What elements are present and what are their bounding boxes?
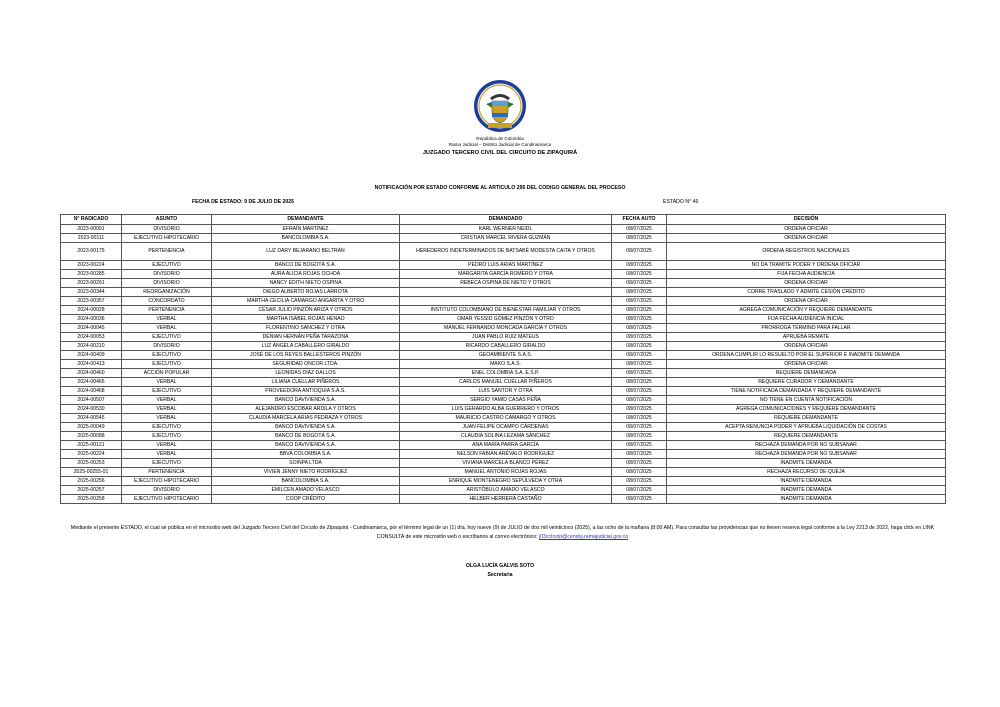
radicado-cell: 2023-00291 <box>61 279 122 288</box>
column-header: DEMANDADO <box>400 215 612 225</box>
radicado-cell: 2024-00028 <box>61 306 122 315</box>
table-row <box>61 396 946 405</box>
radicado-cell: 2024-00468 <box>61 387 122 396</box>
demandante-cell: BANCO DE BOGOTÁ S.A. <box>212 261 400 270</box>
demandado-cell: VIVIANA MARCELA BLANCO PÉREZ <box>400 459 612 468</box>
table-row <box>61 288 946 297</box>
decision-cell: NO TIENE EN CUENTA NOTIFICACIÓN <box>667 396 946 405</box>
signature-block <box>0 562 1000 580</box>
fecha-auto-cell: 08/07/2025 <box>612 270 667 279</box>
decision-cell: FIJA FECHA AUDIENCIA <box>667 270 946 279</box>
radicado-cell: 2025-00088 <box>61 432 122 441</box>
radicado-cell: 2025-00257 <box>61 486 122 495</box>
radicado-cell: 2025-00224 <box>61 450 122 459</box>
demandante-cell: LUZ DARY BEJARANO BELTRÁN <box>212 243 400 261</box>
radicado-cell: 2024-00036 <box>61 315 122 324</box>
demandado-cell: ANA MARÍA PARRA GARCÍA <box>400 441 612 450</box>
table-row <box>61 342 946 351</box>
decision-cell: ORDENA OFICIAR <box>667 342 946 351</box>
fecha-estado: FECHA DE ESTADO: 9 DE JULIO DE 2025 <box>192 199 295 205</box>
decision-cell: ORDENA OFICIAR <box>667 225 946 234</box>
fecha-auto-cell: 08/07/2025 <box>612 378 667 387</box>
radicado-cell: 2025-00258 <box>61 495 122 504</box>
decision-cell: ORDENA OFICIAR <box>667 360 946 369</box>
table-row <box>61 324 946 333</box>
demandado-cell: ARISTÓBULO AMADO VELASCO <box>400 486 612 495</box>
asunto-cell: VERBAL <box>122 324 212 333</box>
demandante-cell: DENIAN HERNÁN PEÑA TARAZONA <box>212 333 400 342</box>
republic-label: República de Colombia <box>476 136 524 141</box>
asunto-cell: PERTENENCIA <box>122 243 212 261</box>
decision-cell: NO DA TRAMITE PODER Y ORDENA OFICIAR <box>667 261 946 270</box>
demandado-cell: HELBER HERRERA CASTAÑO <box>400 495 612 504</box>
decision-cell: REQUIERE DEMANDANTE <box>667 414 946 423</box>
demandante-cell: BANCOLOMBIA S.A. <box>212 234 400 243</box>
asunto-cell: ACCIÓN POPULAR <box>122 369 212 378</box>
asunto-cell: DIVISORIO <box>122 342 212 351</box>
radicado-cell: 2025-00121 <box>61 441 122 450</box>
fecha-auto-cell: 08/07/2025 <box>612 432 667 441</box>
colombia-coat-of-arms-icon <box>472 78 528 136</box>
demandado-cell <box>400 297 612 306</box>
decision-cell: REQUIERE DEMANDADA <box>667 369 946 378</box>
asunto-cell: CONCORDATO <box>122 297 212 306</box>
demandado-cell: MANUEL FERNANDO MONCADA GARCÍA Y OTROS <box>400 324 612 333</box>
demandante-cell: BANCO DAVIVIENDA S.A. <box>212 396 400 405</box>
decision-cell: ORDENA OFICIAR <box>667 279 946 288</box>
demandante-cell: SEGURIDAD ONCOR LTDA. <box>212 360 400 369</box>
radicado-cell: 2023-00357 <box>61 297 122 306</box>
demandado-cell: JUAN FELIPE OCAMPO CÁRDENAS <box>400 423 612 432</box>
asunto-cell: DIVISORIO <box>122 225 212 234</box>
decision-cell: INADMITE DEMANDA <box>667 459 946 468</box>
demandante-cell: PROVEEDORA ANTIOQUIA S.A.S. <box>212 387 400 396</box>
table-row <box>61 414 946 423</box>
asunto-cell: DIVISORIO <box>122 486 212 495</box>
asunto-cell: EJECUTIVO HIPOTECARIO <box>122 495 212 504</box>
asunto-cell: EJECUTIVO HIPOTECARIO <box>122 477 212 486</box>
fecha-auto-cell: 08/07/2025 <box>612 486 667 495</box>
asunto-cell: EJECUTIVO <box>122 387 212 396</box>
demandado-cell: SERGIO YAMID CASAS PEÑA <box>400 396 612 405</box>
asunto-cell: VERBAL <box>122 405 212 414</box>
notification-title: NOTIFICACIÓN POR ESTADO CONFORME AL ARTICULO 295 DEL CODIGO GENERAL DEL PROCESO <box>374 185 626 191</box>
decision-cell: AGREGA COMUNICACIÓN Y REQUIERE DEMANDANTE <box>667 306 946 315</box>
table-row <box>61 270 946 279</box>
fecha-auto-cell: 08/07/2025 <box>612 342 667 351</box>
fecha-auto-cell: 08/07/2025 <box>612 234 667 243</box>
fecha-auto-cell: 08/07/2025 <box>612 495 667 504</box>
demandado-cell: KARL WERNER NEIDL <box>400 225 612 234</box>
decision-cell: RECHAZA RECURSO DE QUEJA <box>667 468 946 477</box>
demandado-cell: JUAN PABLO RUIZ MATEUS <box>400 333 612 342</box>
table-row <box>61 432 946 441</box>
demandado-cell: MAURICIO CASTRO CAMARGO Y OTROS <box>400 414 612 423</box>
asunto-cell: VERBAL <box>122 441 212 450</box>
table-row <box>61 297 946 306</box>
demandante-cell: FLORENTINO SÁNCHEZ Y OTRA <box>212 324 400 333</box>
publication-notice <box>60 524 945 542</box>
asunto-cell: EJECUTIVO <box>122 351 212 360</box>
asunto-cell: DIVISORIO <box>122 270 212 279</box>
radicado-cell: 2024-00466 <box>61 378 122 387</box>
asunto-cell: EJECUTIVO <box>122 432 212 441</box>
demandante-cell: LEONIDAS DÍAZ DALLOS <box>212 369 400 378</box>
asunto-cell: VERBAL <box>122 378 212 387</box>
fecha-auto-cell: 08/07/2025 <box>612 288 667 297</box>
demandado-cell: ENRIQUE MONTENEGRO SEPÚLVEDA Y OTRA <box>400 477 612 486</box>
radicado-cell: 2023-00285 <box>61 270 122 279</box>
fecha-auto-cell: 08/07/2025 <box>612 468 667 477</box>
radicado-cell: 2025-00049 <box>61 423 122 432</box>
table-row <box>61 387 946 396</box>
demandante-cell: JOSÉ DE LOS REYES BALLESTEROS PINZÓN <box>212 351 400 360</box>
fecha-auto-cell: 08/07/2025 <box>612 351 667 360</box>
decision-cell: ORDENA REGISTROS NACIONALES <box>667 243 946 261</box>
demandante-cell: CÉSAR JULIO PINZÓN ARIZA Y OTROS <box>212 306 400 315</box>
asunto-cell: EJECUTIVO <box>122 360 212 369</box>
demandante-cell: SOINPA LTDA <box>212 459 400 468</box>
demandante-cell: COOP CRÉDITO <box>212 495 400 504</box>
decision-cell: ORDENA CUMPLIR LO RESUELTO POR EL SUPERIOR E INADMITE DEMANDA <box>667 351 946 360</box>
demandante-cell: VIVIEN JENNY NIETO RODRÍGUEZ <box>212 468 400 477</box>
notice-text: Mediante el presente ESTADO, el cual se pública en el micrositio web del Juzgado Tercero Civil del Circuito de Zipaquirá - Cundinamarca, por el término legal de un (1) día, hoy nueve (9) de JULIO de dos mil veinticinco (2025), a las ocho de la mañana (8:00 AM). Para consultar las providencias que no tienen reserva legal conforme a la Ley 2213 de 2022, haga click en LINK CONSULTA de este micrositio web o escríbanos al correo electrónico: <box>70 525 935 540</box>
table-row <box>61 306 946 315</box>
table-row <box>61 450 946 459</box>
demandante-cell: BBVA COLOMBIA S.A. <box>212 450 400 459</box>
demandante-cell: BANCO DE BOGOTÁ S.A. <box>212 432 400 441</box>
asunto-cell: REORGANIZACIÓN <box>122 288 212 297</box>
table-row <box>61 405 946 414</box>
table-row <box>61 243 946 261</box>
fecha-auto-cell: 08/07/2025 <box>612 297 667 306</box>
fecha-auto-cell: 08/07/2025 <box>612 315 667 324</box>
table-header-row <box>61 215 946 225</box>
fecha-auto-cell: 08/07/2025 <box>612 396 667 405</box>
demandante-cell: EMILCEN AMADO VELASCO <box>212 486 400 495</box>
fecha-auto-cell: 08/07/2025 <box>612 369 667 378</box>
decision-cell: TIENE NOTIFICADA DEMANDADA Y REQUIERE DEMANDANTE <box>667 387 946 396</box>
radicado-cell: 2024-00413 <box>61 360 122 369</box>
demandante-cell: EFRAÍN MARTÍNEZ <box>212 225 400 234</box>
demandante-cell: BANCO DAVIVIENDA S.A. <box>212 423 400 432</box>
demandante-cell: AURA ALICIA ROJAS OCHOA <box>212 270 400 279</box>
radicado-cell: 2023-00091 <box>61 225 122 234</box>
table-row <box>61 315 946 324</box>
asunto-cell: VERBAL <box>122 414 212 423</box>
asunto-cell: VERBAL <box>122 315 212 324</box>
fecha-auto-cell: 08/07/2025 <box>612 450 667 459</box>
asunto-cell: PERTENENCIA <box>122 306 212 315</box>
demandado-cell: MARGARITA GARCÍA ROMERO Y OTRA <box>400 270 612 279</box>
table-row <box>61 441 946 450</box>
decision-cell: PRORROGA TÉRMINO PARA FALLAR <box>667 324 946 333</box>
radicado-cell: 2024-00045 <box>61 324 122 333</box>
asunto-cell: EJECUTIVO <box>122 459 212 468</box>
demandado-cell: LUIS GERARDO ALBA GUERRERO Y OTROS <box>400 405 612 414</box>
demandante-cell: DIEGO ALBERTO ROJAS LARROTA <box>212 288 400 297</box>
demandante-cell: MARTHA CECILIA CAMARGO ANGARITA Y OTRO <box>212 297 400 306</box>
fecha-auto-cell: 08/07/2025 <box>612 477 667 486</box>
demandante-cell: CLAUDIA MARCELA ARIAS PEDRAZA Y OTROS <box>212 414 400 423</box>
column-header: N° RADICADO <box>61 215 122 225</box>
radicado-cell: 2023-00111 <box>61 234 122 243</box>
table-row <box>61 423 946 432</box>
decision-cell: INADMITE DEMANDA <box>667 477 946 486</box>
asunto-cell: EJECUTIVO <box>122 333 212 342</box>
column-header: FECHA AUTO <box>612 215 667 225</box>
decision-cell: AGREGA COMUNICACIONES Y REQUIERE DEMANDANTE <box>667 405 946 414</box>
demandado-cell: GEOAMBIENTE S.A.S. <box>400 351 612 360</box>
fecha-auto-cell: 08/07/2025 <box>612 225 667 234</box>
table-row <box>61 459 946 468</box>
demandante-cell: LUZ ÁNGELA CABALLERO GIRALDO <box>212 342 400 351</box>
demandante-cell: NANCY EDITH NIETO OSPINA <box>212 279 400 288</box>
signer-role: Secretaria <box>487 572 513 578</box>
decision-cell: INADMITE DEMANDA <box>667 495 946 504</box>
table-row <box>61 360 946 369</box>
decision-cell: REQUIERE CURADOR Y DEMANDANTE <box>667 378 946 387</box>
table-row <box>61 261 946 270</box>
table-row <box>61 468 946 477</box>
judicial-branch-label: Rama Judicial – Distrito Judicial de Cundinamarca <box>448 142 552 147</box>
demandado-cell: CARLOS MANUEL CUÉLLAR PIÑEROS <box>400 378 612 387</box>
estado-number: ESTADO N° 46 <box>663 199 699 205</box>
demandado-cell: PEDRO LUIS ARIAS MARTÍNEZ <box>400 261 612 270</box>
fecha-auto-cell: 08/07/2025 <box>612 360 667 369</box>
fecha-auto-cell: 08/07/2025 <box>612 243 667 261</box>
table-row <box>61 234 946 243</box>
table-row <box>61 351 946 360</box>
radicado-cell: 2023-00224 <box>61 261 122 270</box>
decision-cell: FIJA FECHA AUDIENCIA INICIAL <box>667 315 946 324</box>
asunto-cell: EJECUTIVO <box>122 261 212 270</box>
decision-cell: ACEPTA RENUNCIA PODER Y APRUEBA LIQUIDACIÓN DE COSTAS <box>667 423 946 432</box>
column-header: ASUNTO <box>122 215 212 225</box>
asunto-cell: DIVISORIO <box>122 279 212 288</box>
decision-cell: RECHAZA DEMANDA POR NO SUBSANAR <box>667 441 946 450</box>
signer-name: OLGA LUCÍA GALVIS SOTO <box>465 563 535 569</box>
fecha-auto-cell: 08/07/2025 <box>612 459 667 468</box>
radicado-cell: 2023-00175 <box>61 243 122 261</box>
demandado-cell: MAKO S.A.S. <box>400 360 612 369</box>
decision-cell: CORRE TRASLADO Y ADMITE CESIÓN CRÉDITO <box>667 288 946 297</box>
asunto-cell: VERBAL <box>122 450 212 459</box>
court-email-link[interactable]: j03cctozip@cendoj.ramajudicial.gov.co <box>539 534 629 540</box>
table-row <box>61 477 946 486</box>
decision-cell: ORDENA OFICIAR <box>667 234 946 243</box>
radicado-cell: 2024-00530 <box>61 405 122 414</box>
radicados-table <box>60 214 946 504</box>
fecha-auto-cell: 08/07/2025 <box>612 279 667 288</box>
radicado-cell: 2023-00344 <box>61 288 122 297</box>
demandado-cell: INSTITUTO COLOMBIANO DE BIENESTAR FAMILIAR Y OTROS <box>400 306 612 315</box>
fecha-auto-cell: 08/07/2025 <box>612 414 667 423</box>
demandante-cell: MARTHA ISABEL ROJAS HENAO <box>212 315 400 324</box>
demandado-cell: NELSON FABIÁN ARÉVALO RODRÍGUEZ <box>400 450 612 459</box>
table-body <box>61 225 946 504</box>
table-row <box>61 369 946 378</box>
table-row <box>61 225 946 234</box>
decision-cell: ORDENA OFICIAR <box>667 297 946 306</box>
demandante-cell: ALEJANDRO ESCOBAR ARDILA Y OTROS <box>212 405 400 414</box>
demandado-cell: CLAUDIA SOLINA LEZAMA SÁNCHEZ <box>400 432 612 441</box>
decision-cell: APRUEBA REMATE <box>667 333 946 342</box>
radicado-cell: 2024-00545 <box>61 414 122 423</box>
demandante-cell: BANCO DAVIVIENDA S.A. <box>212 441 400 450</box>
demandado-cell: RICARDO CABALLERO GIRALDO <box>400 342 612 351</box>
court-name: JUZGADO TERCERO CIVIL DEL CIRCUITO DE ZIPAQUIRÁ <box>422 150 578 156</box>
radicado-cell: 2024-00460 <box>61 369 122 378</box>
demandado-cell: MANUEL ANTONIO ROJAS ROJAS <box>400 468 612 477</box>
asunto-cell: EJECUTIVO <box>122 423 212 432</box>
asunto-cell: PERTENENCIA <box>122 468 212 477</box>
demandante-cell: BANCOLOMBIA S.A. <box>212 477 400 486</box>
asunto-cell: VERBAL <box>122 396 212 405</box>
demandante-cell: LILIANA CUÉLLAR PIÑEROS <box>212 378 400 387</box>
radicado-cell: 2024-00210 <box>61 342 122 351</box>
demandado-cell: HEREDEROS INDETERMINADOS DE BATSABÉ MODESTA CAITA Y OTROS <box>400 243 612 261</box>
document-header <box>0 78 1000 157</box>
demandado-cell: LUIS SANTOR Y OTRA <box>400 387 612 396</box>
column-header: DEMANDANTE <box>212 215 400 225</box>
demandado-cell: OMAR YESSID GÓMEZ PINZÓN Y OTRO <box>400 315 612 324</box>
table-row <box>61 495 946 504</box>
demandado-cell <box>400 288 612 297</box>
table-row <box>61 279 946 288</box>
table-row <box>61 333 946 342</box>
radicado-cell: 2025-00255-01 <box>61 468 122 477</box>
fecha-auto-cell: 08/07/2025 <box>612 441 667 450</box>
demandado-cell: ENEL COLOMBIA S.A. E.S.P. <box>400 369 612 378</box>
fecha-auto-cell: 08/07/2025 <box>612 333 667 342</box>
decision-cell: INADMITE DEMANDA <box>667 486 946 495</box>
demandado-cell: REBECA OSPINA DE NIETO Y OTROS <box>400 279 612 288</box>
fecha-auto-cell: 08/07/2025 <box>612 423 667 432</box>
fecha-auto-cell: 08/07/2025 <box>612 261 667 270</box>
radicado-cell: 2024-00409 <box>61 351 122 360</box>
asunto-cell: EJECUTIVO HIPOTECARIO <box>122 234 212 243</box>
fecha-auto-cell: 08/07/2025 <box>612 324 667 333</box>
fecha-auto-cell: 08/07/2025 <box>612 405 667 414</box>
radicado-cell: 2024-00053 <box>61 333 122 342</box>
radicado-cell: 2024-00507 <box>61 396 122 405</box>
fecha-auto-cell: 08/07/2025 <box>612 306 667 315</box>
demandado-cell: CRISTIAN MARCEL RIVERA GUZMÁN <box>400 234 612 243</box>
column-header: DECISIÓN <box>667 215 946 225</box>
radicado-cell: 2025-00253 <box>61 459 122 468</box>
radicado-cell: 2025-00256 <box>61 477 122 486</box>
fecha-auto-cell: 08/07/2025 <box>612 387 667 396</box>
decision-cell: RECHAZA DEMANDA POR NO SUBSANAR <box>667 450 946 459</box>
table-row <box>61 378 946 387</box>
table-row <box>61 486 946 495</box>
decision-cell: REQUIERE DEMANDANTE <box>667 432 946 441</box>
